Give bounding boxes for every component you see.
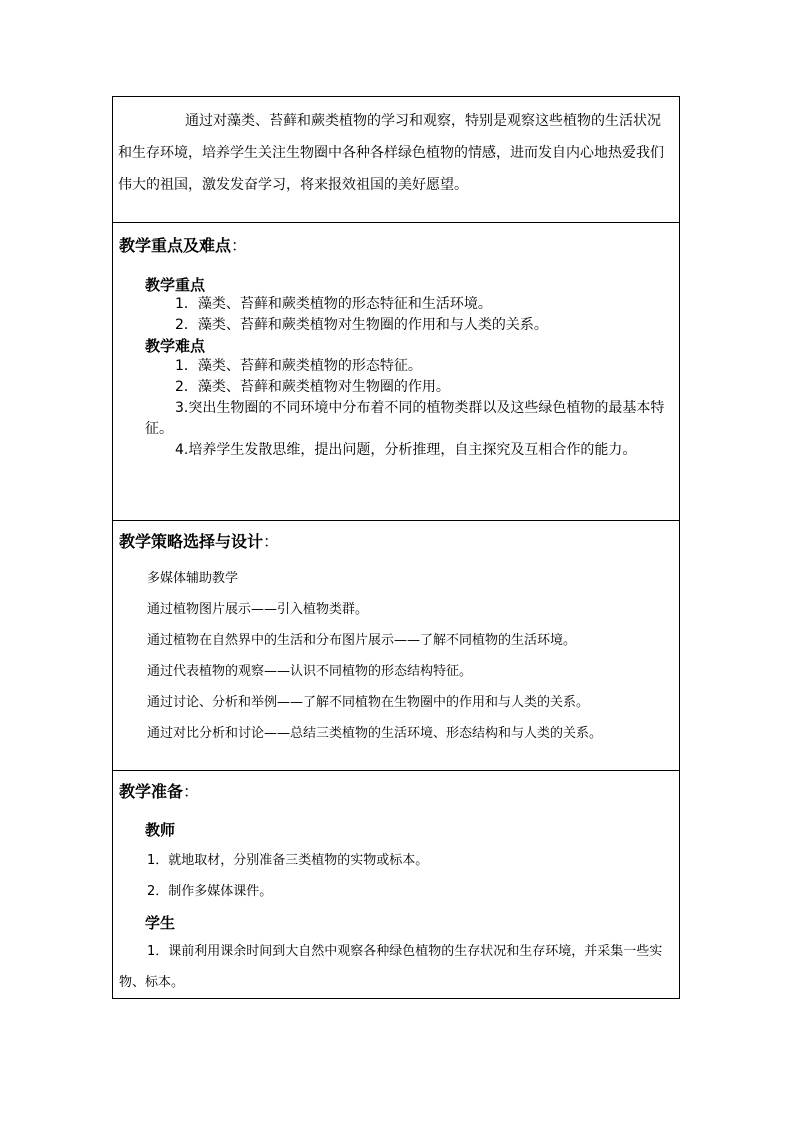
teacher-item: 1．就地取材，分别准备三类植物的实物或标本。 [147,853,429,868]
focus-item: 2．藻类、苔藓和蕨类植物对生物圈的作用和与人类的关系。 [175,317,548,333]
difficulty-item: 2．藻类、苔藓和蕨类植物对生物圈的作用。 [175,379,450,395]
teacher-title: 教师 [145,821,176,839]
student-title: 学生 [145,914,176,932]
difficulty-title: 教学难点 [145,337,206,355]
student-item: 1．课前利用课余时间到大自然中观察各种绿色植物的生存状况和生存环境，并采集一些实物、标本。 [119,944,663,990]
key-points-heading: 教学重点及难点： [119,236,248,255]
focus-title: 教学重点 [145,276,206,294]
preparation-heading: 教学准备： [119,782,200,801]
teacher-item: 2．制作多媒体课件。 [147,884,273,899]
lesson-plan-table [112,96,680,999]
difficulty-item: 3.突出生物圈的不同环境中分布着不同的植物类群以及这些绿色植物的最基本特征。 [145,400,665,437]
focus-item: 1．藻类、苔藓和蕨类植物的形态特征和生活环境。 [175,296,492,312]
strategy-item: 通过讨论、分析和举例——了解不同植物在生物圈中的作用和与人类的关系。 [147,695,590,710]
preparation-cell [113,771,679,1000]
strategy-item: 多媒体辅助教学 [147,571,239,586]
strategy-heading: 教学策略选择与设计： [119,532,280,551]
strategy-item: 通过植物图片展示——引入植物类群。 [147,602,369,617]
strategy-cell [113,521,679,771]
strategy-item: 通过对比分析和讨论——总结三类植物的生活环境、形态结构和与人类的关系。 [147,726,603,741]
goal-paragraph: 通过对藻类、苔藓和蕨类植物的学习和观察，特别是观察这些植物的生活状况和生存环境，培养学生关注生物圈中各种各样绿色植物的情感，进而发自内心地热爱我们伟大的祖国，激发发奋学习，将来报效祖国的美好愿望。 [118,113,664,193]
strategy-item: 通过植物在自然界中的生活和分布图片展示——了解不同植物的生活环境。 [147,633,577,648]
strategy-item: 通过代表植物的观察——认识不同植物的形态结构特征。 [147,664,473,679]
difficulty-item: 1．藻类、苔藓和蕨类植物的形态特征。 [175,358,422,374]
difficulty-item: 4.培养学生发散思维，提出问题，分析推理，自主探究及互相合作的能力。 [175,442,637,458]
key-points-cell [113,223,679,521]
teaching-goal-cell [113,97,679,223]
